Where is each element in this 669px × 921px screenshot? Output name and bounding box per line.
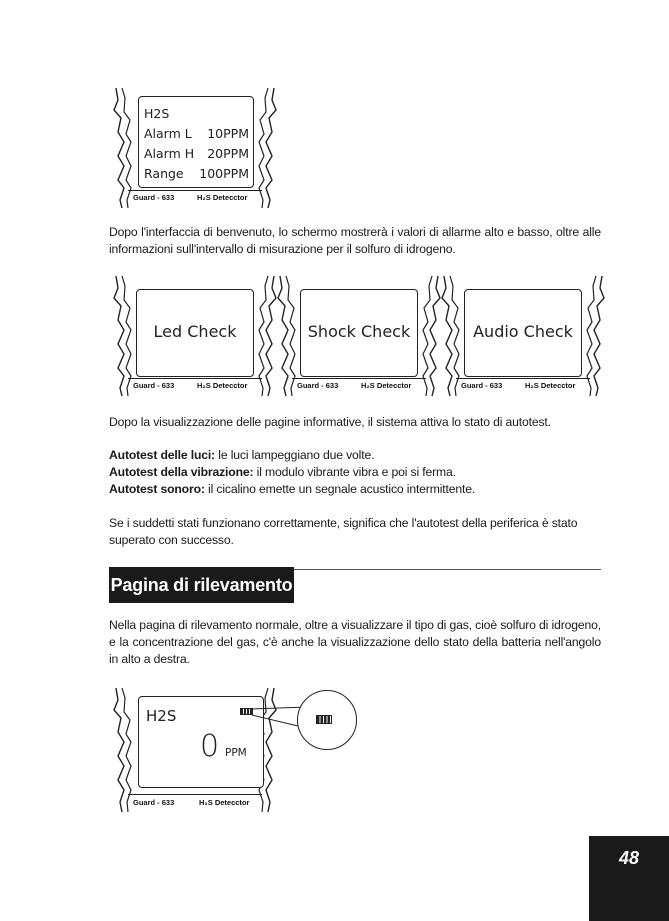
paragraph-autotest-start: Dopo la visualizzazione delle pagine informative, il sistema attiva lo stato di autotest.: [109, 415, 551, 429]
device-illustration-audio-check: [440, 276, 606, 396]
device-illustration-detection: [112, 688, 358, 812]
lcd-alarm-high-label: Alarm H: [144, 146, 195, 161]
device-model: Guard - 633: [133, 193, 175, 202]
autotest-desc: il cicalino emette un segnale acustico intermittente.: [204, 482, 476, 496]
device-model: Guard - 633: [297, 381, 339, 390]
battery-zoom-circle: [297, 690, 357, 750]
device-footer-line: [456, 378, 590, 379]
paragraph-intro: Dopo l'interfaccia di benvenuto, lo schermo mostrerà i valori di allarme alto e basso, oltre alle informazioni sull'intervallo di misurazione per il solfuro di idrogeno.: [109, 225, 601, 256]
device-screen: [300, 289, 418, 377]
device-model: Guard - 633: [461, 381, 503, 390]
device-footer-line: [292, 378, 426, 379]
lcd-alarm-high-value: 20PPM: [207, 146, 249, 161]
device-model: Guard - 633: [133, 381, 175, 390]
lcd-alarm-low-label: Alarm L: [144, 126, 192, 141]
device-footer-line: [128, 378, 262, 379]
device-detector-label: H₂S Detecctor: [361, 381, 412, 390]
device-illustration-shock-check: [276, 276, 442, 396]
paragraph-autotest-result: Se i suddetti stati funzionano correttamente, significa che l'autotest della periferica è stato superato con successo.: [109, 516, 578, 547]
paragraph-detection: Nella pagina di rilevamento normale, oltre a visualizzare il tipo di gas, cioè solfuro di idrogeno, e la concentrazione del gas, c'è anche la visualizzazione dello stato della batteria nell'angolo in alto a destra.: [109, 618, 601, 666]
autotest-item-sound: [109, 481, 601, 498]
concentration-unit: PPM: [225, 747, 247, 759]
lcd-range-value: 100PPM: [199, 166, 249, 181]
device-screen: [136, 289, 254, 377]
autotest-item-vibration: [109, 464, 601, 481]
lcd-alarm-low-value: 10PPM: [207, 126, 249, 141]
page-number: 48: [618, 848, 640, 868]
battery-icon: [316, 715, 332, 724]
lcd-gas-label: H2S: [144, 106, 170, 121]
device-screen: [138, 96, 254, 188]
device-footer-line: [128, 190, 262, 191]
device-model: Guard - 633: [133, 798, 175, 807]
check-label: Audio Check: [473, 322, 573, 341]
section-heading: Pagina di rilevamento: [109, 567, 294, 603]
concentration-value: 0: [200, 729, 220, 764]
device-detector-label: H₂S Detecctor: [197, 193, 248, 202]
device-screen: [464, 289, 582, 377]
device-footer-line: [128, 794, 262, 795]
autotest-desc: il modulo vibrante vibra e poi si ferma.: [253, 465, 456, 479]
device-detector-label: H₂S Detecctor: [525, 381, 576, 390]
check-label: Led Check: [153, 322, 237, 341]
device-illustration-led-check: [112, 276, 278, 396]
autotest-list: [109, 447, 601, 498]
check-label: Shock Check: [307, 322, 411, 341]
autotest-term: Autotest sonoro:: [109, 482, 205, 496]
page-number-tab: [589, 836, 669, 921]
device-detector-label: H₂S Detecctor: [197, 381, 248, 390]
device-illustration-info: [112, 88, 278, 208]
autotest-term: Autotest della vibrazione:: [109, 465, 254, 479]
autotest-desc: le luci lampeggiano due volte.: [215, 448, 375, 462]
lcd-gas-label: H2S: [146, 707, 177, 725]
autotest-item-lights: [109, 447, 601, 464]
autotest-term: Autotest delle luci:: [109, 448, 216, 462]
device-detector-label: H₂S Detecctor: [199, 798, 250, 807]
lcd-range-label: Range: [144, 166, 184, 181]
